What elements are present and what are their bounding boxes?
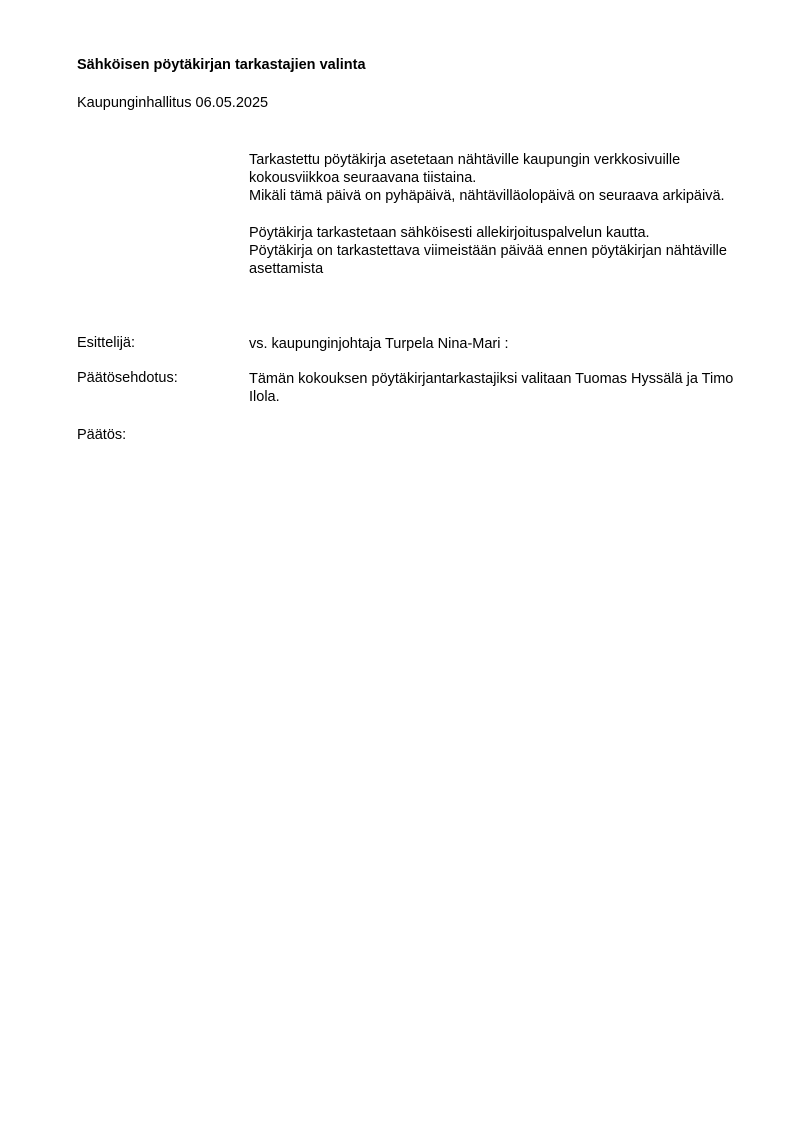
- proposal-label: Päätösehdotus:: [77, 370, 178, 386]
- presenter-value: vs. kaupunginjohtaja Turpela Nina-Mari :: [249, 336, 509, 352]
- intro-paragraph-2-line-1: Pöytäkirja tarkastetaan sähköisesti allekirjoituspalvelun kautta.: [249, 225, 650, 241]
- meeting-info: Kaupunginhallitus 06.05.2025: [77, 95, 269, 111]
- document-title: Sähköisen pöytäkirjan tarkastajien valinta: [77, 57, 366, 73]
- paragraph-spacer: [249, 205, 734, 224]
- intro-paragraph-2-line-2: Pöytäkirja on tarkastettava viimeistään päivää ennen pöytäkirjan nähtäville asettamista: [249, 243, 727, 277]
- intro-paragraph-1-line-2: Mikäli tämä päivä on pyhäpäivä, nähtävilläolopäivä on seuraava arkipäivä.: [249, 188, 725, 204]
- intro-text: [249, 151, 734, 278]
- intro-paragraph-1-line-1: Tarkastettu pöytäkirja asetetaan nähtäville kaupungin verkkosivuille kokousviikkoa seuraavana tiistaina.: [249, 152, 681, 186]
- proposal-value: Tämän kokouksen pöytäkirjantarkastajiksi valitaan Tuomas Hyssälä ja Timo Ilola.: [249, 371, 734, 405]
- decision-label: Päätös:: [77, 427, 127, 443]
- presenter-label: Esittelijä:: [77, 335, 136, 351]
